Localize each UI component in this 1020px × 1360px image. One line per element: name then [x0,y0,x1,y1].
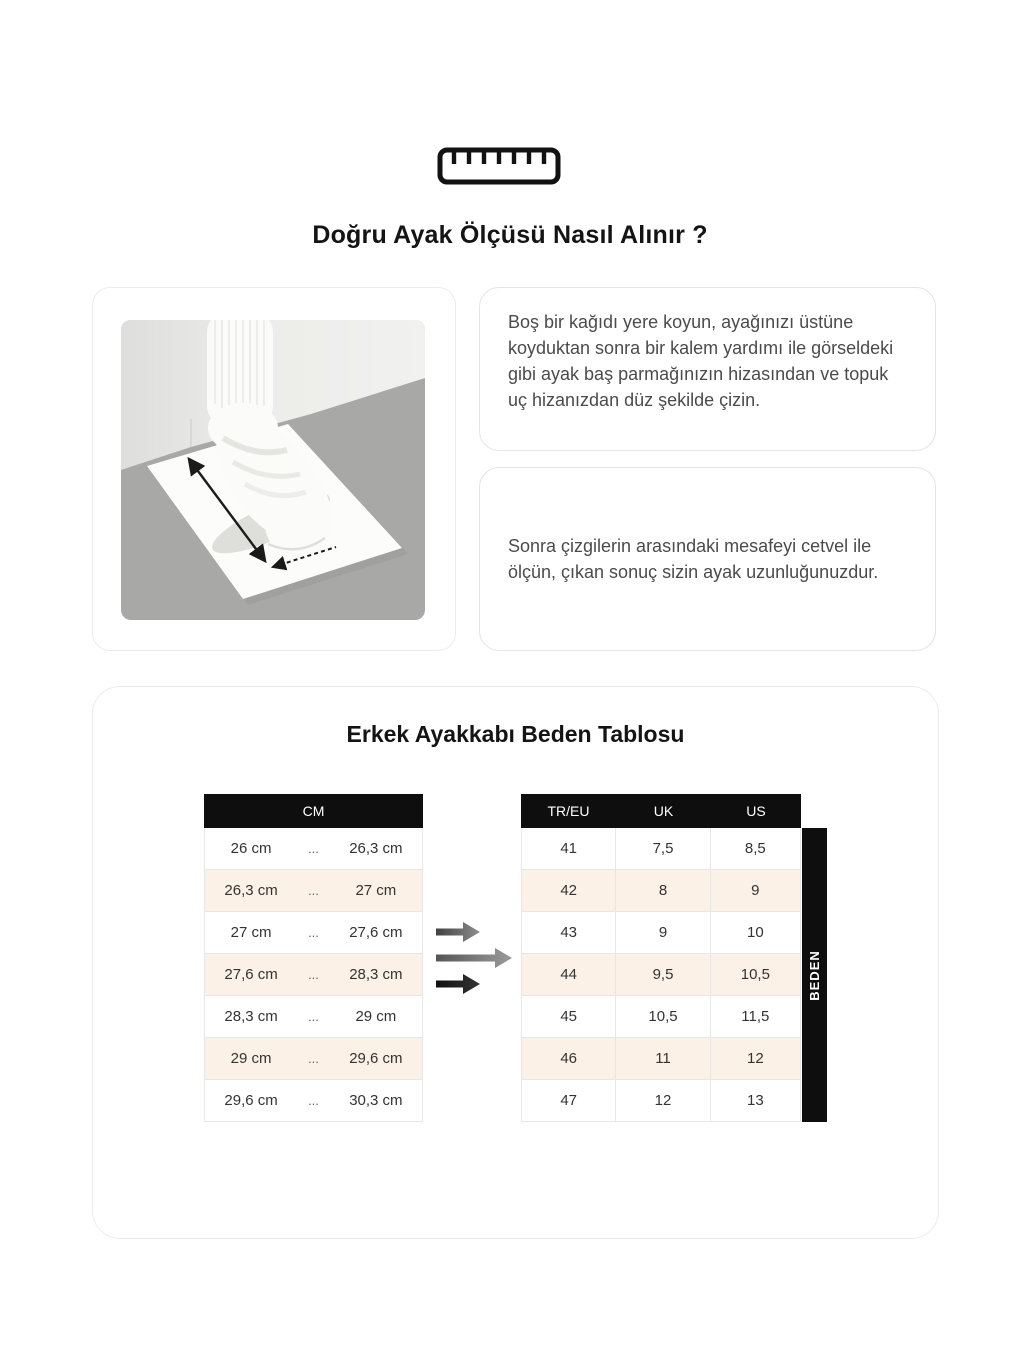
cm-to: 29 cm [355,1008,397,1025]
cm-row [204,1080,423,1122]
cm-from: 29,6 cm [224,1092,278,1109]
cm-separator: ... [308,967,319,982]
size-cell-uk: 9,5 [616,954,710,995]
header-cell-tr-eu: TR/EU [547,803,590,819]
size-cell-us: 12 [746,1050,764,1067]
cm-separator: ... [308,1009,319,1024]
size-cell-tr-eu: 47 [522,1080,616,1121]
size-row [521,870,801,912]
size-cell-tr-eu: 45 [522,996,616,1037]
size-chart-title: Erkek Ayakkabı Beden Tablosu [346,721,685,747]
cm-row [204,912,423,954]
cm-row [204,870,423,912]
convert-arrows-icon [436,919,516,999]
cm-to: 27,6 cm [349,924,403,941]
photo-card [92,287,456,651]
instruction-step-2 [479,467,936,651]
size-cell-uk: 9 [616,912,710,953]
cm-separator: ... [308,1093,319,1108]
cm-row [204,996,423,1038]
size-cell-us: 10 [746,924,764,941]
cm-table [204,794,423,1122]
cm-separator: ... [308,1051,319,1066]
instruction-step-1 [479,287,936,451]
size-table [521,794,801,1122]
size-cell-us: 8,5 [744,840,766,857]
size-cell-uk: 8 [616,870,710,911]
cm-from: 29 cm [230,1050,272,1067]
cm-separator: ... [308,883,319,898]
size-cell-us: 13 [746,1092,764,1109]
cm-from: 26,3 cm [224,882,278,899]
size-chart-card [92,686,939,1239]
size-row [521,912,801,954]
cm-separator: ... [308,841,319,856]
size-row [521,954,801,996]
size-cell-uk: 10,5 [616,996,710,1037]
cm-to: 26,3 cm [349,840,403,857]
cm-from: 26 cm [230,840,272,857]
cm-separator: ... [308,925,319,940]
cm-row [204,828,423,870]
cm-row [204,954,423,996]
beden-label: BEDEN [807,949,823,1001]
size-cell-us: 10,5 [740,966,770,983]
size-cell-tr-eu: 41 [522,828,616,869]
beden-strip [802,828,827,1122]
cm-to: 28,3 cm [349,966,403,983]
foot-measurement-photo [121,320,425,620]
size-cell-uk: 7,5 [616,828,710,869]
size-row [521,996,801,1038]
size-cell-tr-eu: 42 [522,870,616,911]
header-cell-us: US [746,803,766,819]
cm-from: 27,6 cm [224,966,278,983]
cm-table-header: CM [204,794,423,828]
size-cell-us: 9 [751,882,760,899]
ruler-icon [437,147,561,185]
size-cell-tr-eu: 46 [522,1038,616,1079]
cm-to: 29,6 cm [349,1050,403,1067]
instruction-step-1-text: Boş bir kağıdı yere koyun, ayağınızı üstüne koyduktan sonra bir kalem yardımı ile görseldeki gibi ayak baş parmağınızın hizasından ve topuk uç hizanızdan düz şekilde çizin. [508,312,894,410]
size-row [521,828,801,870]
size-cell-tr-eu: 43 [522,912,616,953]
size-row [521,1080,801,1122]
page-title: Doğru Ayak Ölçüsü Nasıl Alınır ? [312,221,708,249]
cm-from: 27 cm [230,924,272,941]
cm-row [204,1038,423,1080]
size-cell-tr-eu: 44 [522,954,616,995]
size-cell-uk: 11 [616,1038,710,1079]
size-cell-us: 11,5 [741,1008,770,1025]
cm-to: 30,3 cm [349,1092,403,1109]
header-cell-uk: UK [653,803,674,819]
instruction-step-2-text: Sonra çizgilerin arasındaki mesafeyi cetvel ile ölçün, çıkan sonuç sizin ayak uzunluğunuzdur. [508,536,879,582]
cm-to: 27 cm [355,882,397,899]
cm-from: 28,3 cm [224,1008,278,1025]
size-row [521,1038,801,1080]
size-table-header-row [521,794,801,828]
size-cell-uk: 12 [616,1080,710,1121]
